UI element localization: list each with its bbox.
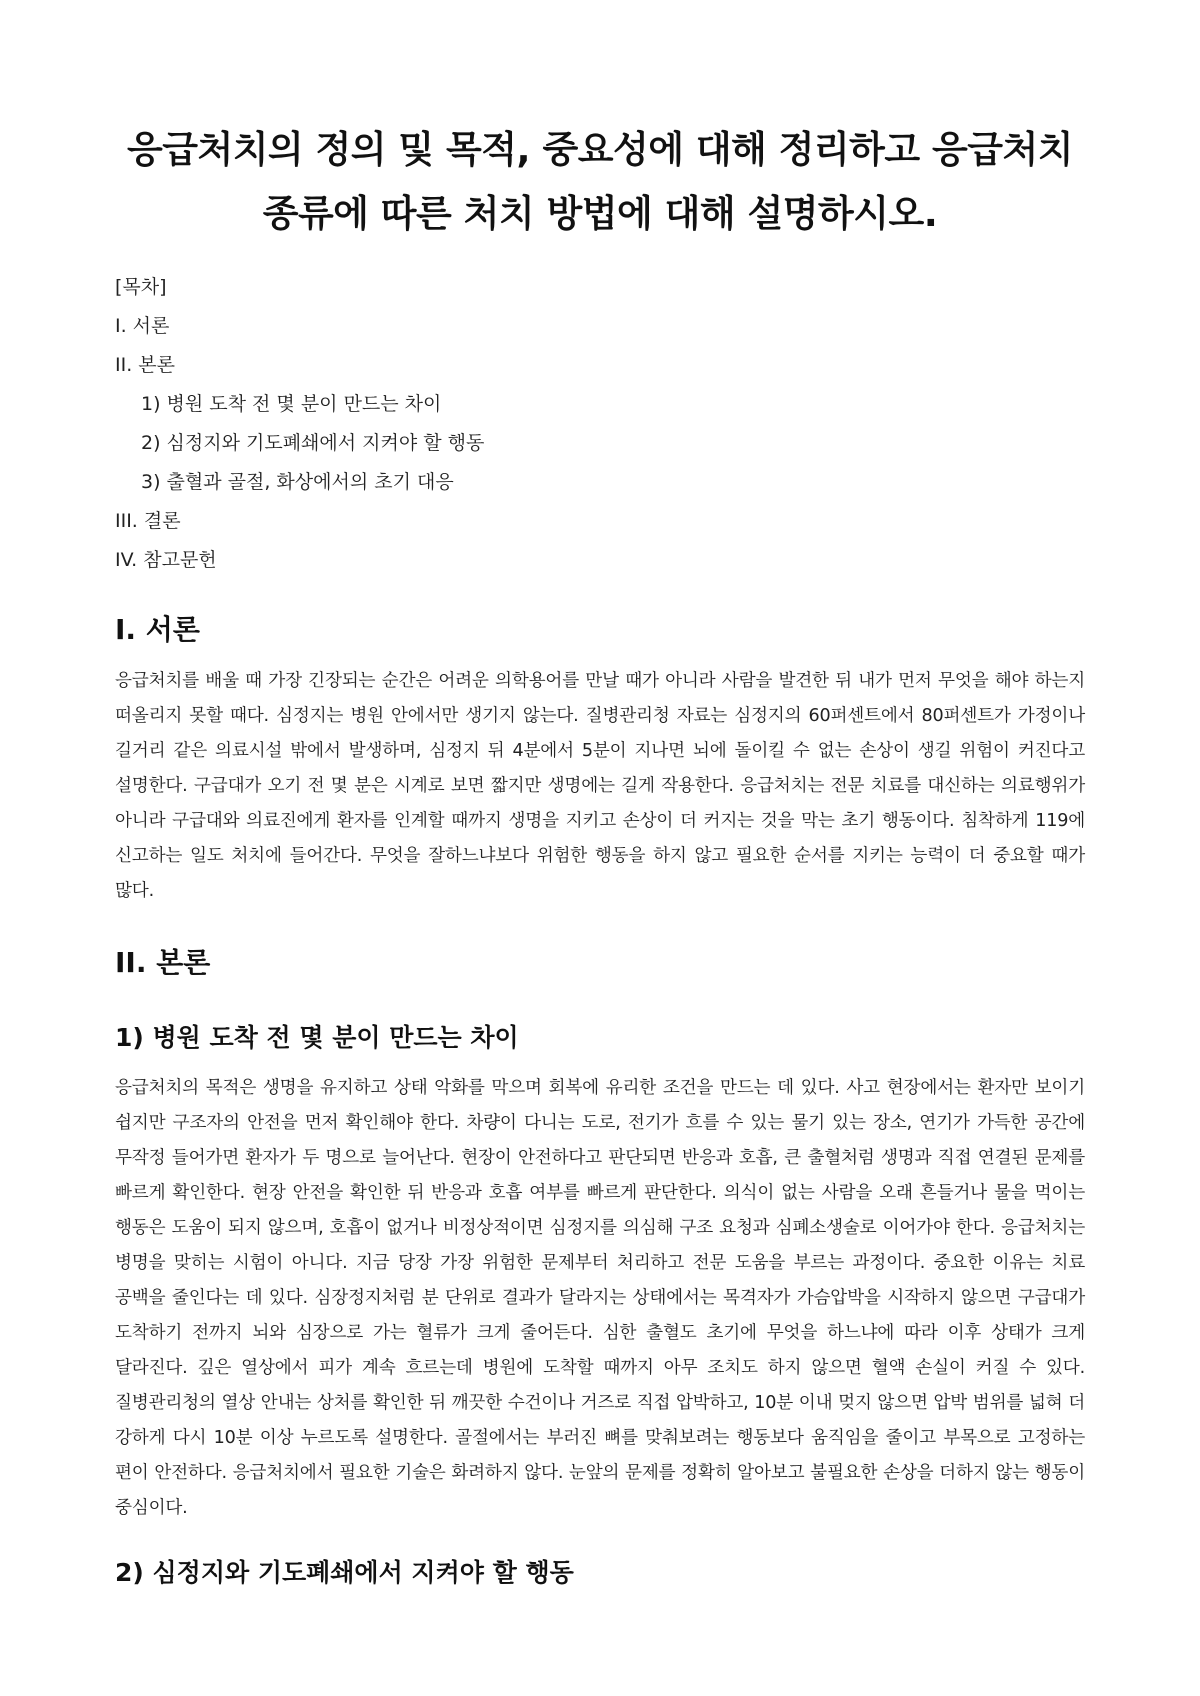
toc-item-body-sub2: 2) 심정지와 기도폐쇄에서 지켜야 할 행동 [141,432,485,454]
section-title-intro: I. 서론 [115,613,200,646]
subsection-title-2: 2) 심정지와 기도폐쇄에서 지켜야 할 행동 [115,1558,574,1587]
toc-item-body: II. 본론 [115,354,175,376]
document-title: 응급처치의 정의 및 목적, 중요성에 대해 정리하고 응급처치 종류에 따른 처치 방법에 대해 설명하시오. [126,128,1074,235]
toc-item-body-sub3: 3) 출혈과 골절, 화상에서의 초기 대응 [141,471,454,493]
table-of-contents [115,268,1085,580]
toc-item-intro: I. 서론 [115,315,170,337]
toc-heading: [목차] [115,276,167,298]
toc-item-references: IV. 참고문헌 [115,549,217,571]
section-title-body: II. 본론 [115,946,211,979]
toc-item-body-sub1: 1) 병원 도착 전 몇 분이 만드는 차이 [141,393,442,415]
subsection-title-1: 1) 병원 도착 전 몇 분이 만드는 차이 [115,1023,519,1052]
toc-item-conclusion: III. 결론 [115,510,181,532]
intro-paragraph: 응급처치를 배울 때 가장 긴장되는 순간은 어려운 의학용어를 만날 때가 아니라 사람을 발견한 뒤 내가 먼저 무엇을 해야 하는지 떠올리지 못할 때다. 심정지는 병원 안에서만 생기지 않는다. 질병관리청 자료는 심정지의 60퍼센트에서 80퍼센트가 가정이나 길거리 같은 의료시설 밖에서 발생하며, 심정지 뒤 4분에서 5분이 지나면 뇌에 돌이킬 수 없는 손상이 생길 위험이 커진다고 설명한다. 구급대가 오기 전 몇 분은 시계로 보면 짧지만 생명에는 길게 작용한다. 응급처치는 전문 치료를 대신하는 의료행위가 아니라 구급대와 의료진에게 환자를 인계할 때까지 생명을 지키고 손상이 더 커지는 것을 막는 초기 행동이다. 침착하게 119에 신고하는 일도 처치에 들어간다. 무엇을 잘하느냐보다 위험한 행동을 하지 않고 필요한 순서를 지키는 능력이 더 중요할 때가 많다. [115,671,1085,901]
subsection-1-paragraph: 응급처치의 목적은 생명을 유지하고 상태 악화를 막으며 회복에 유리한 조건을 만드는 데 있다. 사고 현장에서는 환자만 보이기 쉽지만 구조자의 안전을 먼저 확인해야 한다. 차량이 다니는 도로, 전기가 흐를 수 있는 물기 있는 장소, 연기가 가득한 공간에 무작정 들어가면 환자가 두 명으로 늘어난다. 현장이 안전하다고 판단되면 반응과 호흡, 큰 출혈처럼 생명과 직접 연결된 문제를 빠르게 확인한다. 현장 안전을 확인한 뒤 반응과 호흡 여부를 빠르게 판단한다. 의식이 없는 사람을 오래 흔들거나 물을 먹이는 행동은 도움이 되지 않으며, 호흡이 없거나 비정상적이면 심정지를 의심해 구조 요청과 심폐소생술로 이어가야 한다. 응급처치는 병명을 맞히는 시험이 아니다. 지금 당장 가장 위험한 문제부터 처리하고 전문 도움을 부르는 과정이다. 중요한 이유는 치료 공백을 줄인다는 데 있다. 심장정지처럼 분 단위로 결과가 달라지는 상태에서는 목격자가 가슴압박을 시작하지 않으면 구급대가 도착하기 전까지 뇌와 심장으로 가는 혈류가 크게 줄어든다. 심한 출혈도 초기에 무엇을 하느냐에 따라 이후 상태가 크게 달라진다. 깊은 열상에서 피가 계속 흐르는데 병원에 도착할 때까지 아무 조치도 하지 않으면 혈액 손실이 커질 수 있다. 질병관리청의 열상 안내는 상처를 확인한 뒤 깨끗한 수건이나 거즈로 직접 압박하고, 10분 이내 멎지 않으면 압박 범위를 넓혀 더 강하게 다시 10분 이상 누르도록 설명한다. 골절에서는 부러진 뼈를 맞춰보려는 행동보다 움직임을 줄이고 부목으로 고정하는 편이 안전하다. 응급처치에서 필요한 기술은 화려하지 않다. 눈앞의 문제를 정확히 알아보고 불필요한 손상을 더하지 않는 행동이 중심이다. [115,1078,1085,1518]
